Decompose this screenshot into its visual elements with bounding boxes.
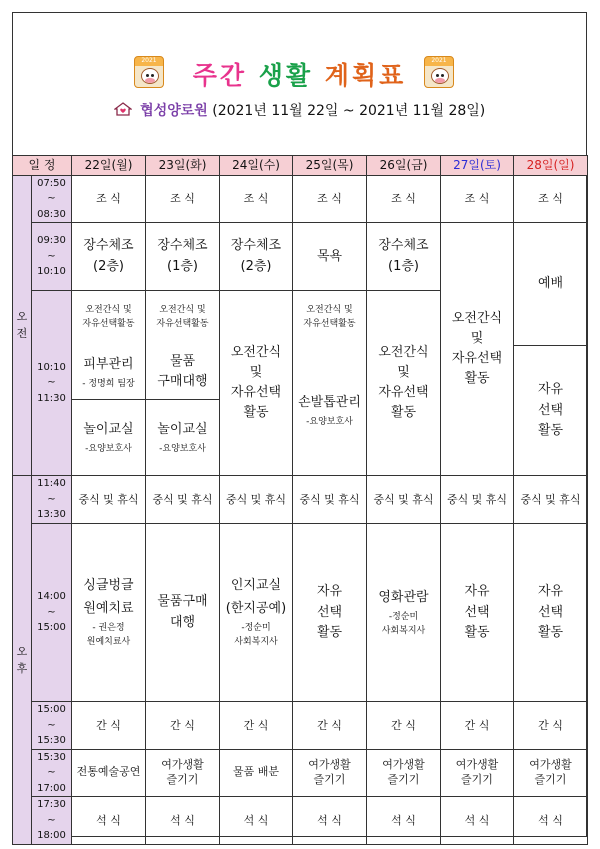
day-header: 25일(목) <box>293 156 367 176</box>
activity-cell <box>72 524 146 702</box>
time-cell: 14:00 ~ 15:00 <box>32 524 72 702</box>
table-row <box>13 223 588 291</box>
activity-cell: 오전간식 및 자유선택활동 <box>146 291 220 346</box>
activity-cell: 장수체조 (2층) <box>72 223 146 291</box>
activity-cell: 자유 선택 활동 <box>293 524 367 702</box>
meal-cell: 조 식 <box>367 175 441 223</box>
activity-cell <box>72 346 146 400</box>
meal-cell: 석 식 <box>146 797 220 845</box>
meal-cell: 조 식 <box>146 175 220 223</box>
activity-cell: 여가생활 즐기기 <box>514 749 588 797</box>
activity-note: -정순미 사회복지사 <box>234 622 278 648</box>
activity-title: 영화관람 <box>378 589 429 605</box>
title-word-1: 주간 <box>192 61 248 90</box>
activity-title: 놀이교실 <box>157 422 208 438</box>
activity-note: - 권은정 원예치료사 <box>86 622 131 648</box>
activity-cell <box>367 524 441 702</box>
activity-cell: 여가생활 즐기기 <box>293 749 367 797</box>
time-cell: 07:50 ~ 08:30 <box>32 175 72 223</box>
activity-cell <box>293 346 367 476</box>
time-cell: 15:30 ~ 17:00 <box>32 749 72 797</box>
activity-note: - 정명희 팀장 <box>82 378 135 389</box>
meal-cell: 석 식 <box>293 797 367 845</box>
time-cell: 11:40 ~ 13:30 <box>32 476 72 524</box>
week-period: (2021년 11월 22일 ~ 2021년 11월 28일) <box>212 103 486 119</box>
activity-cell: 물품구매 대행 <box>146 524 220 702</box>
activity-note: -요양보호사 <box>85 443 132 454</box>
activity-cell: 자유 선택 활동 <box>514 524 588 702</box>
activity-cell: 오전간식 및 자유선택 활동 <box>220 291 293 476</box>
meal-cell: 중식 및 휴식 <box>72 476 146 524</box>
activity-cell: 예배 <box>514 223 588 346</box>
activity-cell: 오전간식 및 자유선택활동 <box>72 291 146 346</box>
activity-cell: 장수체조 (2층) <box>220 223 293 291</box>
meal-cell: 중식 및 휴식 <box>293 476 367 524</box>
page-header <box>12 12 587 142</box>
period-am: 오 전 <box>13 175 32 476</box>
activity-cell <box>72 400 146 476</box>
period-pm: 오 후 <box>13 476 32 845</box>
time-cell: 17:30 ~ 18:00 <box>32 797 72 845</box>
activity-cell: 장수체조 (1층) <box>367 223 441 291</box>
activity-cell: 여가생활 즐기기 <box>146 749 220 797</box>
meal-cell: 중식 및 휴식 <box>146 476 220 524</box>
org-name: 협성양로원 <box>140 103 208 119</box>
table-row <box>13 175 588 223</box>
meal-cell: 석 식 <box>367 797 441 845</box>
activity-note: -요양보호사 <box>159 443 206 454</box>
activity-note: -정순미 사회복지사 <box>381 611 426 636</box>
activity-cell: 여가생활 즐기기 <box>367 749 441 797</box>
meal-cell: 간 식 <box>293 702 367 750</box>
meal-cell: 중식 및 휴식 <box>514 476 588 524</box>
table-header-row <box>13 156 588 176</box>
activity-title: 놀이교실 <box>83 422 134 438</box>
page-subtitle <box>12 100 587 120</box>
table-row <box>13 797 588 845</box>
title-word-2: 생활 <box>258 61 314 90</box>
activity-cell: 오전간식 및 자유선택 활동 <box>367 291 441 476</box>
activity-title: 손발톱관리 <box>298 394 361 410</box>
day-header: 27일(토) <box>441 156 514 176</box>
mascot-year: 2021 <box>431 57 447 64</box>
day-header: 28일(일) <box>514 156 588 176</box>
meal-cell: 간 식 <box>146 702 220 750</box>
activity-cell: 물품 구매대행 <box>146 346 220 400</box>
table-row <box>13 524 588 702</box>
day-header: 24일(수) <box>220 156 293 176</box>
meal-cell: 간 식 <box>367 702 441 750</box>
meal-cell: 조 식 <box>441 175 514 223</box>
mascot-year: 2021 <box>141 57 157 64</box>
meal-cell: 조 식 <box>220 175 293 223</box>
day-header: 26일(금) <box>367 156 441 176</box>
meal-cell: 간 식 <box>441 702 514 750</box>
activity-title: 싱글벙글 원예치료 <box>83 578 134 617</box>
meal-cell: 간 식 <box>220 702 293 750</box>
activity-title: 인지교실 (한지공예) <box>225 578 287 617</box>
activity-cell: 전통예술공연 <box>72 749 146 797</box>
meal-cell: 석 식 <box>441 797 514 845</box>
activity-cell: 장수체조 (1층) <box>146 223 220 291</box>
activity-cell <box>146 400 220 476</box>
table-row <box>13 749 588 797</box>
table-row <box>13 476 588 524</box>
meal-cell: 중식 및 휴식 <box>220 476 293 524</box>
meal-cell: 조 식 <box>72 175 146 223</box>
time-cell: 15:00 ~ 15:30 <box>32 702 72 750</box>
activity-note: -요양보호사 <box>306 416 353 427</box>
table-row <box>13 702 588 750</box>
activity-cell <box>220 524 293 702</box>
day-header: 23일(화) <box>146 156 220 176</box>
title-word-3: 계획표 <box>324 61 407 90</box>
meal-cell: 조 식 <box>293 175 367 223</box>
activity-cell: 물품 배분 <box>220 749 293 797</box>
meal-cell: 석 식 <box>220 797 293 845</box>
day-header: 22일(월) <box>72 156 146 176</box>
activity-cell: 오전간식 및 자유선택활동 <box>293 291 367 346</box>
meal-cell: 간 식 <box>514 702 588 750</box>
activity-cell: 목욕 <box>293 223 367 291</box>
home-heart-icon <box>114 102 132 116</box>
schedule-header: 일 정 <box>13 156 72 176</box>
activity-cell: 여가생활 즐기기 <box>441 749 514 797</box>
meal-cell: 간 식 <box>72 702 146 750</box>
meal-cell: 석 식 <box>72 797 146 845</box>
meal-cell: 중식 및 휴식 <box>367 476 441 524</box>
time-cell: 09:30 ~ 10:10 <box>32 223 72 291</box>
activity-title: 피부관리 <box>83 356 134 372</box>
meal-cell: 중식 및 휴식 <box>441 476 514 524</box>
meal-cell: 석 식 <box>514 797 588 845</box>
activity-cell: 오전간식 및 자유선택 활동 <box>441 223 514 476</box>
meal-cell: 조 식 <box>514 175 588 223</box>
schedule-table <box>12 155 588 845</box>
time-cell: 10:10 ~ 11:30 <box>32 291 72 476</box>
page-title <box>12 56 587 92</box>
activity-cell: 자유 선택 활동 <box>441 524 514 702</box>
activity-cell: 자유 선택 활동 <box>514 346 588 476</box>
